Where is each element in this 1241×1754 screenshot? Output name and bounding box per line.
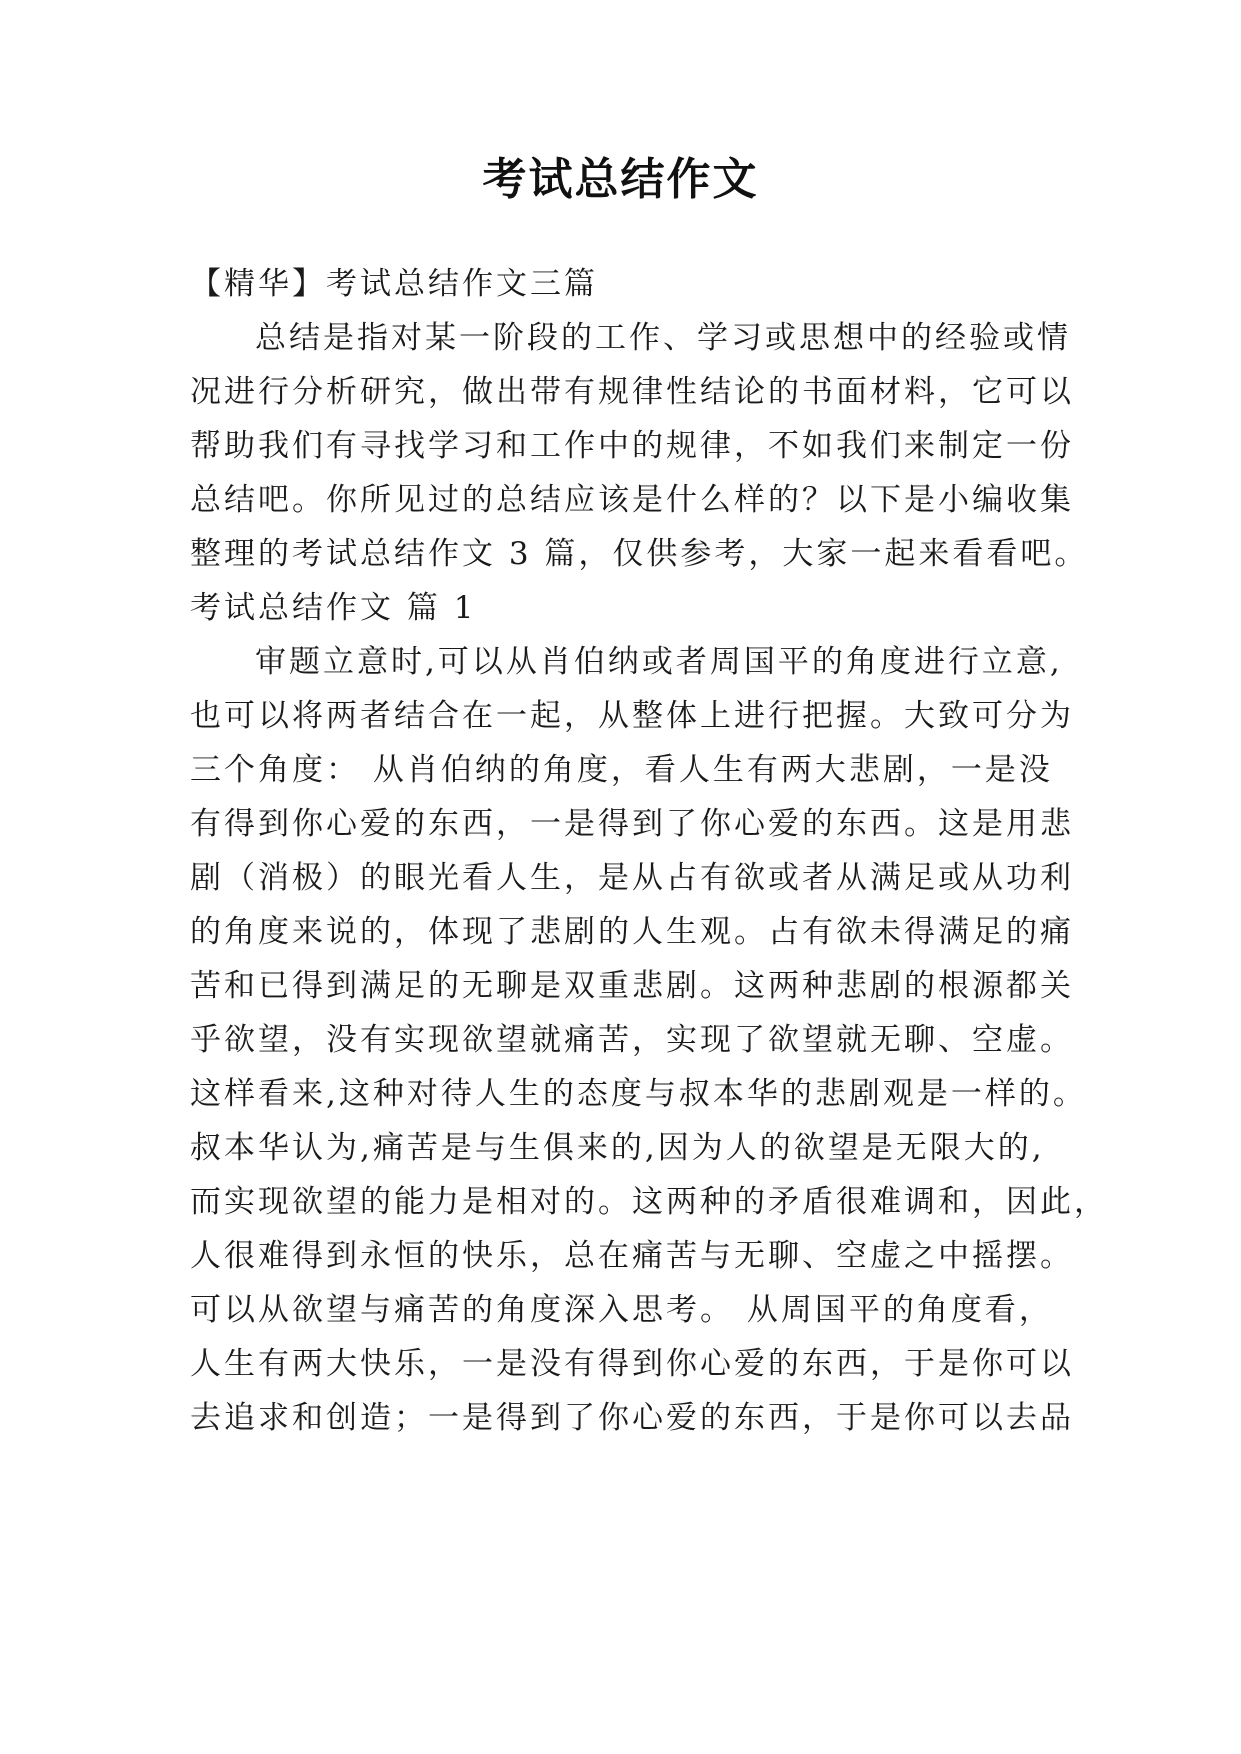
paragraph-line: 叔本华认为,痛苦是与生俱来的,因为人的欲望是无限大的, [190, 1130, 1045, 1166]
paragraph-line: 审题立意时,可以从肖伯纳或者周国平的角度进行立意, [255, 644, 1063, 680]
paragraph-line: 苦和已得到满足的无聊是双重悲剧。这两种悲剧的根源都关 [190, 968, 1074, 1004]
document-title: 考试总结作文 [482, 154, 759, 205]
paragraph-line: 的角度来说的，体现了悲剧的人生观。占有欲未得满足的痛 [190, 914, 1074, 950]
paragraph-line: 三个角度： 从肖伯纳的角度，看人生有两大悲剧，一是没 [190, 752, 1053, 788]
paragraph-line: 去追求和创造；一是得到了你心爱的东西，于是你可以去品 [190, 1400, 1074, 1436]
paragraph-line: 总结吧。你所见过的总结应该是什么样的？以下是小编收集 [190, 482, 1074, 518]
paragraph-line: 可以从欲望与痛苦的角度深入思考。 从周国平的角度看， [190, 1292, 1053, 1328]
paragraph-line: 帮助我们有寻找学习和工作中的规律，不如我们来制定一份 [190, 428, 1074, 464]
paragraph-line: 乎欲望，没有实现欲望就痛苦，实现了欲望就无聊、空虚。 [190, 1022, 1074, 1058]
paragraph-line: 而实现欲望的能力是相对的。这两种的矛盾很难调和，因此， [190, 1184, 1108, 1220]
paragraph-line: 总结是指对某一阶段的工作、学习或思想中的经验或情 [255, 320, 1071, 356]
paragraph-line: 剧（消极）的眼光看人生，是从占有欲或者从满足或从功利 [190, 860, 1074, 896]
paragraph-line: 整理的考试总结作文 3 篇，仅供参考，大家一起来看看吧。 [190, 536, 1089, 572]
paragraph-line: 有得到你心爱的东西，一是得到了你心爱的东西。这是用悲 [190, 806, 1074, 842]
paragraph-line: 人生有两大快乐，一是没有得到你心爱的东西，于是你可以 [190, 1346, 1074, 1382]
subtitle-line: 【精华】考试总结作文三篇 [190, 266, 598, 302]
section-heading: 考试总结作文 篇 1 [190, 590, 477, 626]
paragraph-line: 人很难得到永恒的快乐，总在痛苦与无聊、空虚之中摇摆。 [190, 1238, 1074, 1274]
paragraph-line: 况进行分析研究，做出带有规律性结论的书面材料，它可以 [190, 374, 1074, 410]
paragraph-line: 这样看来,这种对待人生的态度与叔本华的悲剧观是一样的。 [190, 1076, 1087, 1112]
paragraph-line: 也可以将两者结合在一起，从整体上进行把握。大致可分为 [190, 698, 1074, 734]
